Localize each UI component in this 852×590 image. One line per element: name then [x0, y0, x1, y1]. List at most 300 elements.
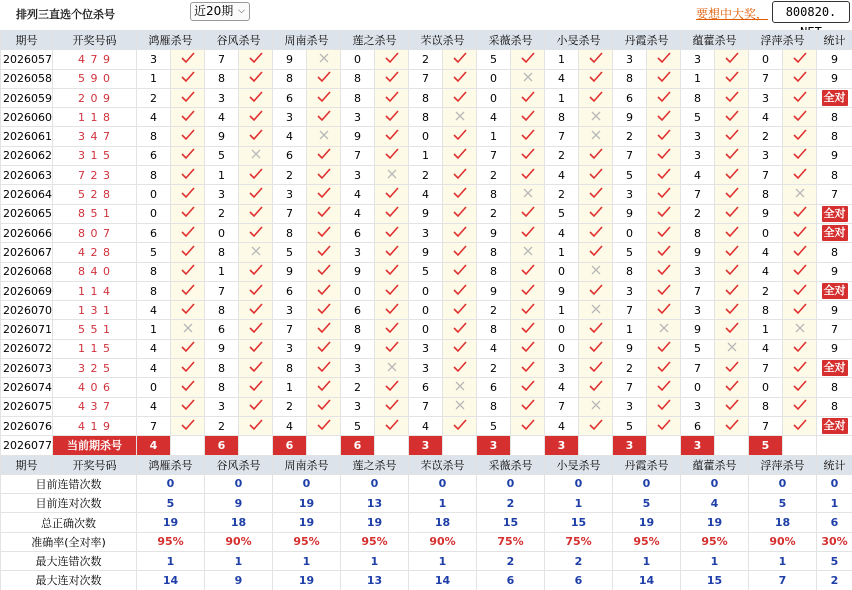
- correct-mark: [375, 320, 409, 339]
- row-count: [817, 166, 852, 185]
- page-title: 排列三直选个位杀号: [16, 8, 115, 21]
- check-icon: [249, 399, 263, 411]
- check-icon: [793, 245, 807, 257]
- check-icon: [725, 419, 739, 431]
- check-icon: [657, 419, 671, 431]
- correct-mark: [647, 88, 681, 107]
- table-row: [1, 281, 852, 300]
- wrong-mark: [579, 127, 613, 146]
- correct-mark: [239, 166, 273, 185]
- kill-value: 4: [137, 397, 171, 416]
- check-icon: [249, 284, 263, 296]
- correct-mark: [375, 108, 409, 127]
- kill-value: 2: [477, 166, 511, 185]
- all-correct-badge: 全对: [823, 206, 846, 220]
- kill-value: 4: [137, 339, 171, 358]
- correct-mark: [239, 127, 273, 146]
- kill-value: 8: [273, 223, 307, 242]
- stat-value: 15: [477, 513, 545, 532]
- table-row: [1, 127, 852, 146]
- count-value: 9: [831, 342, 838, 356]
- table-row: [1, 262, 852, 281]
- current-kill-value: 6: [273, 436, 307, 455]
- table-row: [1, 108, 852, 127]
- check-icon: [725, 52, 739, 64]
- kill-value: 7: [613, 378, 647, 397]
- kill-value: 9: [341, 339, 375, 358]
- stat-value: 95%: [681, 532, 749, 551]
- wrong-mark: [579, 397, 613, 416]
- check-icon: [453, 245, 467, 257]
- kill-value: 3: [749, 146, 783, 165]
- all-correct-badge: 全对: [823, 284, 846, 297]
- correct-mark: [171, 108, 205, 127]
- kill-value: 2: [613, 359, 647, 378]
- stat-value: 75%: [545, 532, 613, 551]
- kill-value: 3: [341, 359, 375, 378]
- correct-mark: [307, 146, 341, 165]
- correct-mark: [579, 359, 613, 378]
- kill-value: 0: [341, 281, 375, 300]
- table-row: [1, 204, 852, 223]
- check-icon: [793, 71, 807, 83]
- kill-value: 8: [681, 88, 715, 107]
- wrong-mark: [307, 127, 341, 146]
- kill-value: 7: [205, 50, 239, 69]
- stat-value: 6: [545, 571, 613, 590]
- check-icon: [657, 110, 671, 122]
- kill-value: 2: [749, 281, 783, 300]
- kill-value: 8: [613, 262, 647, 281]
- correct-mark: [171, 243, 205, 262]
- issue-number: 2026068: [1, 262, 53, 281]
- check-icon: [589, 361, 603, 373]
- col-header-expert: 小旻杀号: [545, 455, 613, 474]
- kill-value: 9: [409, 204, 443, 223]
- wrong-mark: [239, 146, 273, 165]
- correct-mark: [715, 262, 749, 281]
- correct-mark: [375, 204, 409, 223]
- draw-numbers: 3 2 5: [53, 359, 137, 378]
- count-value: 8: [831, 168, 838, 182]
- correct-mark: [239, 359, 273, 378]
- draw-numbers: 3 4 7: [53, 127, 137, 146]
- kill-value: 3: [341, 166, 375, 185]
- row-count: [817, 320, 852, 339]
- correct-mark: [171, 146, 205, 165]
- check-icon: [385, 52, 399, 64]
- check-icon: [453, 303, 467, 315]
- check-icon: [521, 110, 535, 122]
- kill-value: 8: [613, 69, 647, 88]
- check-icon: [249, 110, 263, 122]
- kill-value: 2: [273, 397, 307, 416]
- stat-label: 总正确次数: [1, 513, 137, 532]
- check-icon: [657, 399, 671, 411]
- correct-mark: [443, 127, 477, 146]
- check-icon: [317, 245, 331, 257]
- kill-value: 3: [681, 262, 715, 281]
- issue-number: 2026061: [1, 127, 53, 146]
- correct-mark: [647, 69, 681, 88]
- correct-mark: [647, 397, 681, 416]
- check-icon: [657, 148, 671, 160]
- kill-value: 7: [749, 166, 783, 185]
- kill-value: 0: [137, 378, 171, 397]
- check-icon: [453, 52, 467, 64]
- stat-value: 1: [341, 552, 409, 571]
- correct-mark: [715, 301, 749, 320]
- correct-mark: [307, 320, 341, 339]
- kill-value: 3: [205, 185, 239, 204]
- kill-value: 9: [205, 339, 239, 358]
- check-icon: [521, 322, 535, 334]
- table-row: [1, 378, 852, 397]
- check-icon: [725, 303, 739, 315]
- check-icon: [589, 341, 603, 353]
- correct-mark: [647, 108, 681, 127]
- count-value: 8: [831, 400, 838, 414]
- kill-value: 9: [613, 108, 647, 127]
- check-icon: [249, 380, 263, 392]
- issue-number: 2026062: [1, 146, 53, 165]
- kill-value: 0: [545, 262, 579, 281]
- kill-value: 8: [477, 243, 511, 262]
- correct-mark: [239, 262, 273, 281]
- check-icon: [657, 206, 671, 218]
- kill-value: 8: [137, 127, 171, 146]
- col-header-expert: 蕴藿杀号: [681, 455, 749, 474]
- correct-mark: [375, 339, 409, 358]
- count-value: 9: [831, 149, 838, 163]
- stat-value: 1: [749, 552, 817, 571]
- col-header-expert: 谷风杀号: [205, 31, 273, 50]
- check-icon: [317, 148, 331, 160]
- correct-mark: [647, 262, 681, 281]
- correct-mark: [783, 397, 817, 416]
- correct-mark: [647, 339, 681, 358]
- check-icon: [521, 341, 535, 353]
- kill-value: 1: [545, 243, 579, 262]
- correct-mark: [783, 204, 817, 223]
- correct-mark: [511, 416, 545, 435]
- kill-value: 2: [409, 166, 443, 185]
- stat-value: 90%: [749, 532, 817, 551]
- correct-mark: [647, 359, 681, 378]
- kill-value: 8: [341, 69, 375, 88]
- check-icon: [521, 361, 535, 373]
- correct-mark: [443, 166, 477, 185]
- check-icon: [657, 226, 671, 238]
- current-kill-value: 3: [409, 436, 443, 455]
- col-header-expert: 浮萍杀号: [749, 455, 817, 474]
- check-icon: [181, 187, 195, 199]
- correct-mark: [443, 146, 477, 165]
- correct-mark: [783, 50, 817, 69]
- correct-mark: [783, 166, 817, 185]
- stat-value: 19: [273, 513, 341, 532]
- check-icon: [793, 91, 807, 103]
- correct-mark: [375, 50, 409, 69]
- correct-mark: [579, 243, 613, 262]
- kill-value: 4: [205, 108, 239, 127]
- check-icon: [317, 399, 331, 411]
- cross-icon: [454, 380, 466, 392]
- check-icon: [521, 303, 535, 315]
- wrong-mark: [579, 301, 613, 320]
- table-row: [1, 301, 852, 320]
- issue-number: 2026064: [1, 185, 53, 204]
- kill-value: 8: [205, 359, 239, 378]
- col-header-expert: 浮萍杀号: [749, 31, 817, 50]
- check-icon: [249, 361, 263, 373]
- check-icon: [657, 245, 671, 257]
- cross-icon: [794, 322, 806, 334]
- kill-value: 8: [409, 108, 443, 127]
- issue-number: 2026067: [1, 243, 53, 262]
- check-icon: [521, 226, 535, 238]
- correct-mark: [579, 339, 613, 358]
- kill-value: 3: [341, 243, 375, 262]
- kill-value: 7: [681, 281, 715, 300]
- cross-icon: [250, 148, 262, 160]
- correct-mark: [307, 378, 341, 397]
- check-icon: [181, 71, 195, 83]
- cross-icon: [182, 322, 194, 334]
- kill-value: 0: [205, 223, 239, 242]
- check-icon: [657, 187, 671, 199]
- correct-mark: [307, 339, 341, 358]
- correct-mark: [511, 146, 545, 165]
- kill-value: 1: [749, 320, 783, 339]
- kill-value: 9: [749, 204, 783, 223]
- kill-value: 5: [273, 243, 307, 262]
- correct-mark: [715, 223, 749, 242]
- kill-value: 8: [341, 320, 375, 339]
- current-kill-value: 3: [477, 436, 511, 455]
- wrong-mark: [375, 166, 409, 185]
- check-icon: [589, 148, 603, 160]
- count-value: 8: [831, 110, 838, 124]
- stat-value: 14: [137, 571, 205, 590]
- correct-mark: [375, 127, 409, 146]
- kill-value: 8: [545, 108, 579, 127]
- stat-value: 0: [681, 474, 749, 493]
- cross-icon: [590, 399, 602, 411]
- kill-value: 3: [749, 88, 783, 107]
- row-count: [817, 146, 852, 165]
- correct-mark: [443, 262, 477, 281]
- kill-value: 7: [273, 204, 307, 223]
- kill-value: 3: [273, 185, 307, 204]
- kill-value: 8: [273, 359, 307, 378]
- stat-label: 目前连错次数: [1, 474, 137, 493]
- col-header-numbers: 开奖号码: [53, 31, 137, 50]
- correct-mark: [171, 339, 205, 358]
- correct-mark: [375, 262, 409, 281]
- cross-icon: [454, 399, 466, 411]
- correct-mark: [171, 88, 205, 107]
- kill-value: 5: [409, 262, 443, 281]
- kill-value: 6: [273, 281, 307, 300]
- current-kill-spacer: [647, 436, 681, 455]
- correct-mark: [647, 223, 681, 242]
- correct-mark: [239, 281, 273, 300]
- kill-value: 4: [409, 416, 443, 435]
- check-icon: [453, 226, 467, 238]
- stat-value: 19: [681, 513, 749, 532]
- promo-link[interactable]: 要想中大奖，: [696, 7, 769, 21]
- cross-icon: [590, 129, 602, 141]
- kill-value: 3: [681, 50, 715, 69]
- kill-value: 7: [749, 416, 783, 435]
- check-icon: [385, 91, 399, 103]
- count-value: 7: [831, 323, 838, 337]
- kill-value: 7: [681, 185, 715, 204]
- check-icon: [181, 361, 195, 373]
- stat-value: 95%: [137, 532, 205, 551]
- correct-mark: [171, 69, 205, 88]
- check-icon: [725, 110, 739, 122]
- check-icon: [657, 284, 671, 296]
- stat-label: 准确率(全对率): [1, 532, 137, 551]
- check-icon: [385, 380, 399, 392]
- check-icon: [793, 129, 807, 141]
- kill-value: 9: [545, 281, 579, 300]
- kill-value: 8: [341, 88, 375, 107]
- check-icon: [181, 419, 195, 431]
- check-icon: [317, 226, 331, 238]
- kill-value: 2: [477, 301, 511, 320]
- check-icon: [181, 303, 195, 315]
- kill-value: 6: [273, 88, 307, 107]
- correct-mark: [511, 204, 545, 223]
- kill-value: 6: [477, 378, 511, 397]
- kill-value: 2: [273, 166, 307, 185]
- kill-value: 3: [681, 301, 715, 320]
- check-icon: [657, 71, 671, 83]
- correct-mark: [239, 416, 273, 435]
- period-select[interactable]: [190, 2, 250, 21]
- kill-value: 9: [477, 223, 511, 242]
- check-icon: [793, 226, 807, 238]
- col-header-expert: 采薇杀号: [477, 31, 545, 50]
- check-icon: [521, 129, 535, 141]
- kill-value: 0: [749, 223, 783, 242]
- stat-value: 0: [749, 474, 817, 493]
- stat-count: 0: [817, 474, 852, 493]
- cross-icon: [318, 52, 330, 64]
- correct-mark: [375, 416, 409, 435]
- check-icon: [657, 91, 671, 103]
- check-icon: [181, 284, 195, 296]
- check-icon: [793, 419, 807, 431]
- all-correct-badge: 全对: [823, 419, 846, 433]
- current-kill-spacer: [239, 436, 273, 455]
- kill-value: 3: [681, 127, 715, 146]
- check-icon: [793, 284, 807, 296]
- wrong-mark: [443, 378, 477, 397]
- kill-value: 2: [545, 185, 579, 204]
- stat-value: 1: [409, 494, 477, 513]
- cross-icon: [658, 322, 670, 334]
- correct-mark: [579, 69, 613, 88]
- kill-value: 5: [341, 416, 375, 435]
- correct-mark: [579, 166, 613, 185]
- kill-value: 8: [409, 88, 443, 107]
- kill-value: 6: [341, 301, 375, 320]
- wrong-mark: [375, 359, 409, 378]
- draw-numbers: 1 1 4: [53, 281, 137, 300]
- correct-mark: [171, 359, 205, 378]
- correct-mark: [647, 50, 681, 69]
- correct-mark: [239, 339, 273, 358]
- kill-value: 3: [409, 339, 443, 358]
- col-header-expert: 丹霞杀号: [613, 455, 681, 474]
- kill-value: 5: [205, 146, 239, 165]
- check-icon: [181, 226, 195, 238]
- check-icon: [181, 206, 195, 218]
- kill-value: 8: [749, 185, 783, 204]
- check-icon: [793, 399, 807, 411]
- stat-row: [1, 513, 852, 532]
- check-icon: [657, 129, 671, 141]
- kill-value: 6: [681, 416, 715, 435]
- check-icon: [249, 303, 263, 315]
- correct-mark: [511, 127, 545, 146]
- stat-row: [1, 571, 852, 590]
- issue-number: 2026063: [1, 166, 53, 185]
- check-icon: [793, 380, 807, 392]
- correct-mark: [715, 69, 749, 88]
- stat-value: 0: [137, 474, 205, 493]
- kill-value: 9: [205, 127, 239, 146]
- correct-mark: [715, 243, 749, 262]
- kill-value: 9: [273, 262, 307, 281]
- kill-value: 0: [545, 320, 579, 339]
- check-icon: [589, 284, 603, 296]
- issue-number: 2026060: [1, 108, 53, 127]
- correct-mark: [715, 185, 749, 204]
- stat-value: 1: [137, 552, 205, 571]
- correct-mark: [783, 88, 817, 107]
- kill-value: 5: [477, 50, 511, 69]
- check-icon: [793, 168, 807, 180]
- cross-icon: [386, 168, 398, 180]
- correct-mark: [647, 166, 681, 185]
- stat-count: 30%: [817, 532, 852, 551]
- correct-mark: [783, 359, 817, 378]
- kill-value: 1: [613, 320, 647, 339]
- row-count: [817, 262, 852, 281]
- correct-mark: [579, 185, 613, 204]
- correct-mark: [171, 397, 205, 416]
- correct-mark: [511, 339, 545, 358]
- kill-value: 4: [545, 416, 579, 435]
- kill-value: 3: [341, 397, 375, 416]
- col-header-expert: 小旻杀号: [545, 31, 613, 50]
- stat-value: 18: [205, 513, 273, 532]
- stat-value: 95%: [273, 532, 341, 551]
- kill-value: 0: [409, 281, 443, 300]
- kill-value: 8: [749, 301, 783, 320]
- kill-value: 8: [205, 69, 239, 88]
- kill-value: 6: [137, 146, 171, 165]
- check-icon: [453, 264, 467, 276]
- stat-row: [1, 532, 852, 551]
- correct-mark: [783, 69, 817, 88]
- kill-value: 5: [613, 166, 647, 185]
